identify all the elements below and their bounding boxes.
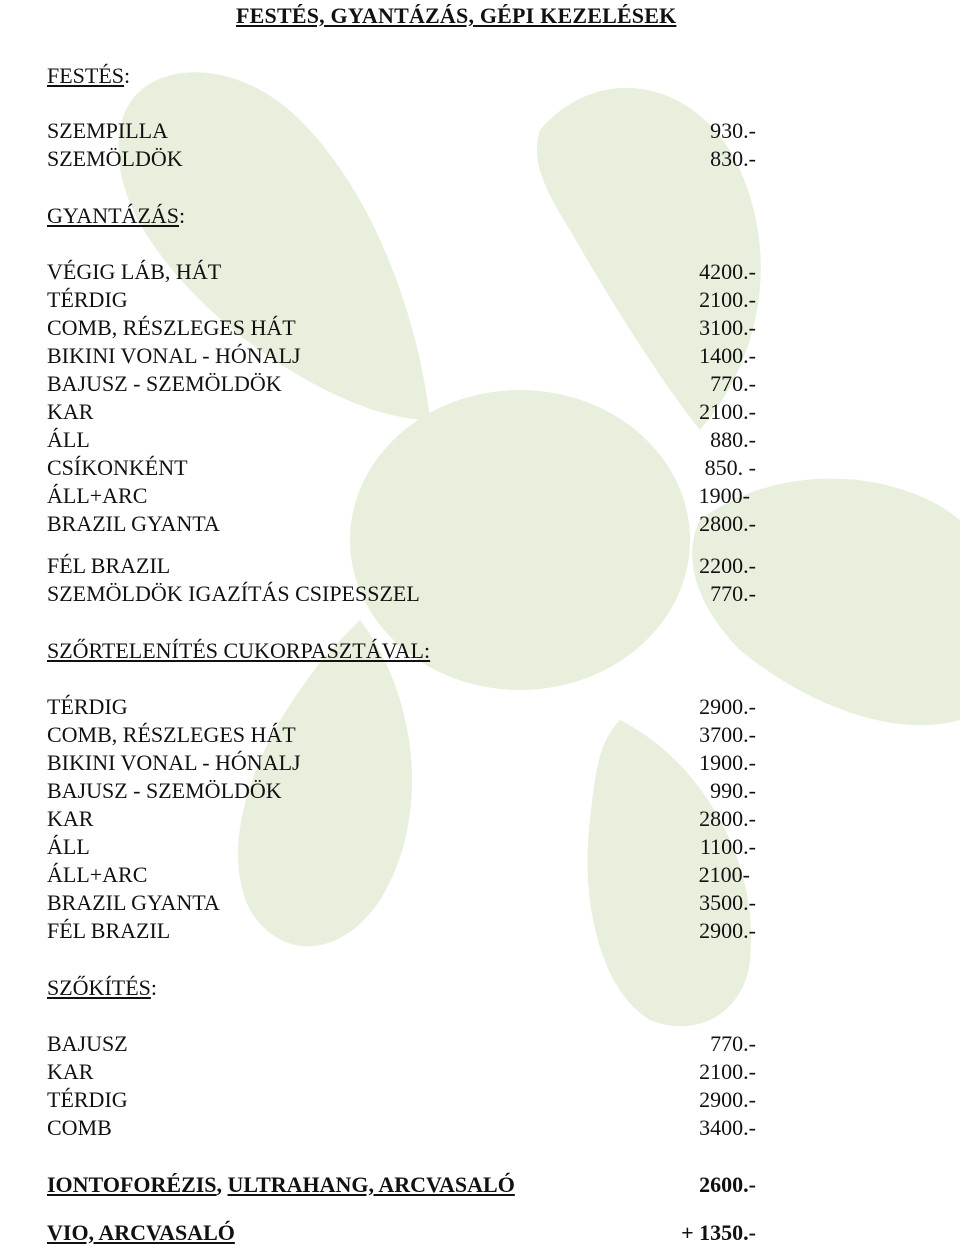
item-name: SZEMÖLDÖK IGAZÍTÁS CSIPESSZEL: [47, 581, 420, 606]
item-price: 3400.-: [699, 1115, 756, 1140]
item-name: COMB, RÉSZLEGES HÁT: [47, 722, 296, 747]
gepi-kezeles-row: [47, 1172, 756, 1200]
list-item: [47, 1031, 756, 1059]
gepi-kezeles-label: IONTOFORÉZIS, ULTRAHANG, ARCVASALÓ: [47, 1172, 515, 1197]
list-item: [47, 455, 756, 483]
list-item: [47, 259, 756, 287]
item-price: 2900.-: [699, 694, 756, 719]
vio-label: VIO, ARCVASALÓ: [47, 1220, 235, 1245]
item-price: 930.-: [710, 118, 756, 143]
list-item: [47, 1059, 756, 1087]
list-item: [47, 146, 756, 174]
list-item: [47, 427, 756, 455]
item-name: BIKINI VONAL - HÓNALJ: [47, 750, 301, 775]
item-name: FÉL BRAZIL: [47, 918, 171, 943]
item-price: 2900.-: [699, 918, 756, 943]
item-price: 2100.-: [699, 1059, 756, 1084]
item-name: KAR: [47, 399, 94, 424]
list-item: [47, 862, 756, 890]
item-name: ÁLL+ARC: [47, 483, 148, 508]
item-name: KAR: [47, 806, 94, 831]
item-price: 1900.-: [699, 750, 756, 775]
list-item: [47, 890, 756, 918]
item-name: TÉRDIG: [47, 1087, 128, 1112]
list-item: [47, 694, 756, 722]
section-heading-szokites: SZŐKÍTÉS:: [47, 975, 158, 1000]
list-item: [47, 371, 756, 399]
item-price: 850. -: [704, 455, 756, 480]
list-item: [47, 315, 756, 343]
gepi-kezeles-price: 2600.-: [699, 1172, 756, 1197]
list-item: [47, 1115, 756, 1143]
item-price: 770.-: [710, 1031, 756, 1056]
list-item: [47, 834, 756, 862]
item-name: KAR: [47, 1059, 94, 1084]
item-price: 2800.-: [699, 806, 756, 831]
item-price: 1900-: [698, 483, 750, 508]
item-price: 2800.-: [699, 511, 756, 536]
section-heading-cukorpaszta: SZŐRTELENÍTÉS CUKORPASZTÁVAL:: [47, 638, 431, 663]
item-price: 830.-: [710, 146, 756, 171]
item-name: BAJUSZ: [47, 1031, 128, 1056]
item-price: 2100.-: [699, 287, 756, 312]
item-name: BRAZIL GYANTA: [47, 890, 220, 915]
page-title: FESTÉS, GYANTÁZÁS, GÉPI KEZELÉSEK: [236, 3, 677, 28]
vio-price: + 1350.-: [681, 1220, 756, 1245]
section-heading-gyantazas: GYANTÁZÁS:: [47, 203, 186, 228]
list-item: [47, 750, 756, 778]
section-heading-festes: FESTÉS:: [47, 63, 131, 88]
item-price: 2100.-: [699, 399, 756, 424]
item-name: CSÍKONKÉNT: [47, 455, 188, 480]
item-name: SZEMPILLA: [47, 118, 168, 143]
item-name: BIKINI VONAL - HÓNALJ: [47, 343, 301, 368]
item-price: 3500.-: [699, 890, 756, 915]
item-price: 3700.-: [699, 722, 756, 747]
item-price: 990.-: [710, 778, 756, 803]
list-item: [47, 722, 756, 750]
item-name: TÉRDIG: [47, 287, 128, 312]
item-price: 1100.-: [699, 834, 756, 859]
item-name: ÁLL: [47, 427, 90, 452]
item-name: BRAZIL GYANTA: [47, 511, 220, 536]
item-price: 1400.-: [699, 343, 756, 368]
item-price: 4200.-: [699, 259, 756, 284]
list-item: [47, 581, 756, 609]
list-item: [47, 918, 756, 946]
item-price: 2900.-: [699, 1087, 756, 1112]
item-name: BAJUSZ - SZEMÖLDÖK: [47, 778, 282, 803]
item-name: VÉGIG LÁB, HÁT: [47, 259, 222, 284]
item-name: BAJUSZ - SZEMÖLDÖK: [47, 371, 282, 396]
list-item: [47, 806, 756, 834]
item-name: COMB, RÉSZLEGES HÁT: [47, 315, 296, 340]
list-item: [47, 343, 756, 371]
item-price: 770.-: [710, 581, 756, 606]
list-item: [47, 483, 756, 511]
item-name: COMB: [47, 1115, 112, 1140]
vio-row: [47, 1220, 756, 1248]
item-price: 3100.-: [699, 315, 756, 340]
list-item: [47, 778, 756, 806]
item-name: SZEMÖLDÖK: [47, 146, 183, 171]
item-price: 770.-: [710, 371, 756, 396]
list-item: [47, 511, 756, 539]
list-item: [47, 553, 756, 581]
item-name: ÁLL+ARC: [47, 862, 148, 887]
item-name: TÉRDIG: [47, 694, 128, 719]
item-price: 2100-: [698, 862, 750, 887]
item-price: 2200.-: [699, 553, 756, 578]
item-price: 880.-: [710, 427, 756, 452]
item-name: ÁLL: [47, 834, 90, 859]
list-item: [47, 399, 756, 427]
list-item: [47, 118, 756, 146]
list-item: [47, 1087, 756, 1115]
list-item: [47, 287, 756, 315]
item-name: FÉL BRAZIL: [47, 553, 171, 578]
